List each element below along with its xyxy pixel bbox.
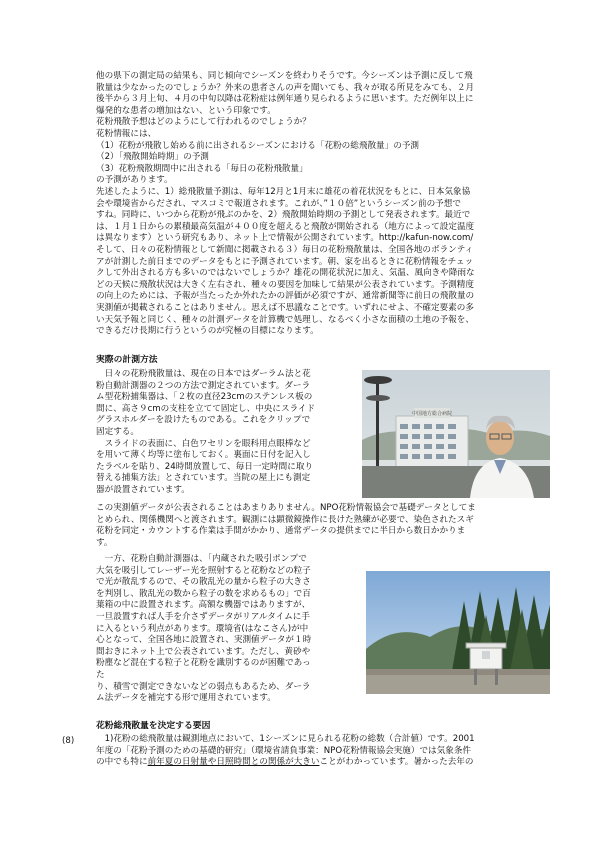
hospital-sign: 中国地方総合病院 [411, 411, 453, 417]
text-line: ことがわかっています。暑かった去年の [319, 757, 474, 768]
text-line: クして外出される方も多いのではないでしょうか？雄花の開花状況に加え、気温、風向きや降雨な [96, 268, 475, 279]
underlined-phrase: 前年夏の日射量や日照時間との関係が大きい [147, 757, 320, 768]
text-line: の予測があります。 [96, 175, 173, 186]
text-line: 間おきにネット上で公表されています。ただし、黄砂や [96, 646, 311, 657]
text-line: の中でも特に [96, 757, 148, 768]
text-line: 日々の花粉飛散量は、現在の日本ではダーラム法と花 [96, 369, 311, 379]
text-line: どの天候に飛散状況は大きく左右され、種々の要因を加味して結果が公表されています。予測精度 [96, 279, 474, 290]
text-line: り、積雪で測定できないなどの弱点もあるため、ダーラ [96, 681, 311, 692]
text-line: （2）「飛散開始時期」の予測 [96, 152, 209, 163]
text-line: アが計測した前日までのデータをもとに予測されています。朝、家を出るときに花粉情報をチェッ [96, 256, 474, 267]
intro-paragraph [96, 71, 548, 187]
text-line: 一旦設置すれば人手を介さずデータがリアルタイムに手 [96, 611, 310, 622]
section-heading-factors: 花粉総飛散量を決定する要因 [96, 721, 211, 731]
text-line: 花粉情報には、 [96, 128, 157, 139]
measurement-continuation [96, 503, 548, 549]
text-line: ム法データを補完する形で運用されています。 [96, 693, 276, 704]
text-line: 器が設置されています。 [96, 484, 190, 495]
text-line: できるだけ長期に行うというのが究極の目標になります。 [96, 326, 319, 337]
text-line: 粉自動計測器の２つの方法で測定されています。ダーラ [96, 380, 311, 391]
text-line: の向上のためには、予報が当たったか外れたかの評価が必須ですが、通常新聞等に前日の飛散量の [96, 291, 475, 302]
text-line: を判別し、散乱光の数から粒子の数を求めるもの」で百 [96, 588, 311, 599]
text-line: す。 [96, 537, 113, 548]
text-line: 替える捕集方法」とされています。当院の屋上にも測定 [96, 473, 311, 484]
text-line: 先述したように、1）総飛散量予測は、毎年12月と1月末に雄花の着花状況をもとに、日本気象協 [96, 187, 471, 197]
auto-sampler-photo [366, 571, 550, 694]
text-line: を用いて薄く均等に塗布しておく。裏面に日付を記入し [96, 450, 311, 461]
text-line: そして、日々の花粉情報として新聞に掲載される３）毎日の花粉飛散量は、全国各地のボランティ [96, 244, 474, 255]
text-line: 花粉を同定・カウントする作業は手間がかかり、通常データの提供までに半日から数日かかりま [96, 526, 466, 537]
page-number: (8) [62, 736, 75, 746]
text-line: 心となって、全国各地に設置され、実測値データが１時 [96, 635, 312, 646]
text-line: 散量は少なかったのでしょうか？外来の患者さんの声を聞いても、我々が取る所見をみても、２月 [96, 82, 475, 93]
text-line: ム型花粉捕集器は、「２枚の直径23cmのステンレス板の [96, 392, 313, 403]
text-line: （1）花粉が飛散し始める前に出されるシーズンにおける「花粉の総飛散量」の予測 [96, 140, 420, 151]
text-line: に入るという利点があります。環境省(はなこさん)が中 [96, 623, 309, 634]
section-heading-measurement: 実際の計測方法 [96, 355, 158, 365]
text-line: 年度の「花粉予測のための基礎的研究」（環境省請負事業：NPO花粉情報協会実施）では気象条件 [96, 745, 472, 756]
measurement-column-text [96, 369, 358, 497]
text-line: 大気を吸引してレーザー光を照射すると花粉などの粒子 [96, 565, 311, 576]
forest-sampler-illustration [366, 571, 550, 694]
doctor-rooftop-photo [362, 370, 550, 498]
text-line: は異なります）という研究もあり、ネット上で情報が公開されています。http://kafun-now.com/ [96, 233, 474, 244]
text-line: 一方、花粉自動計測器は、「内蔵された吸引ポンプで [96, 554, 307, 564]
text-line: 後半から３月上旬、４月の中旬以降は花粉症は例年通り見られるように思います。ただ例年以上に [96, 94, 474, 105]
doctor-rooftop-illustration [362, 370, 550, 498]
text-line: 粉塵など混在する粒子と花粉を識別するのが困難であっ [96, 658, 311, 669]
text-line: スライドの表面に、白色ワセリンを眼科用点眼棒など [96, 438, 311, 449]
auto-counter-column-text [96, 554, 358, 705]
text-line: 会や環境省からだされ、マスコミで報道されます。これが、”１０倍”というシーズン前の予想で [96, 198, 461, 209]
text-line: で光が散乱するので、その散乱光の量から粒子の大きさ [96, 577, 311, 588]
factors-paragraph [96, 734, 548, 769]
text-line: 爆発的な患者の増加はない、という印象です。 [96, 105, 276, 116]
text-line: この実測値データが公表されることはあまりありません。NPO花粉情報協会で基礎データとしてま [96, 503, 476, 513]
text-line: （3）花粉飛散期間中に出される「毎日の花粉飛散量」 [96, 163, 308, 174]
text-line: 他の県下の測定局の結果も、同じ傾向でシーズンを終わりそうです。今シーズンは予測に反して飛 [96, 71, 473, 81]
text-line: た [96, 669, 105, 680]
text-line: とめられ、関係機関へと渡されます。観測には顕微鏡操作に長けた熟練が必要で、染色されたスギ [96, 514, 474, 525]
text-line: 固定する。 [96, 426, 139, 437]
text-line: 間に、高さ９cmの支柱を立てて固定し、中央にスライド [96, 403, 316, 414]
text-line: すね。同時に、いつから花粉が飛ぶのかを、2）飛散開始時期の予測として発表されます。最近で [96, 210, 471, 221]
text-line: 実測値が掲載されることはありません。思えば不思議なことです。いずれにせよ、不確定要素の多 [96, 302, 474, 313]
text-line: たラベルを貼り、24時間放置して、毎日一定時間に取り [96, 461, 314, 472]
text-line: い天気予報と同じく、種々の計測データを計算機で処理し、なるべく小さな面積の土地の予報を、 [96, 314, 474, 325]
text-line: グラスホルダーを設けたものである。これをクリップで [96, 415, 311, 426]
text-line: 1)花粉の総飛散量は観測地点において、1シーズンに見られる花粉の総数（合計値）です。2001 [96, 734, 475, 744]
text-line: 花粉飛散予想はどのようにして行われるのでしょうか？ [96, 117, 311, 128]
text-line: は、１月１日からの累積最高気温が４００度を超えると飛散が開始される（地方によって設定温度 [96, 221, 475, 232]
text-line: 葉箱の中に設置されます。高額な機器ではありますが、 [96, 600, 311, 611]
forecast-paragraph [96, 187, 548, 338]
